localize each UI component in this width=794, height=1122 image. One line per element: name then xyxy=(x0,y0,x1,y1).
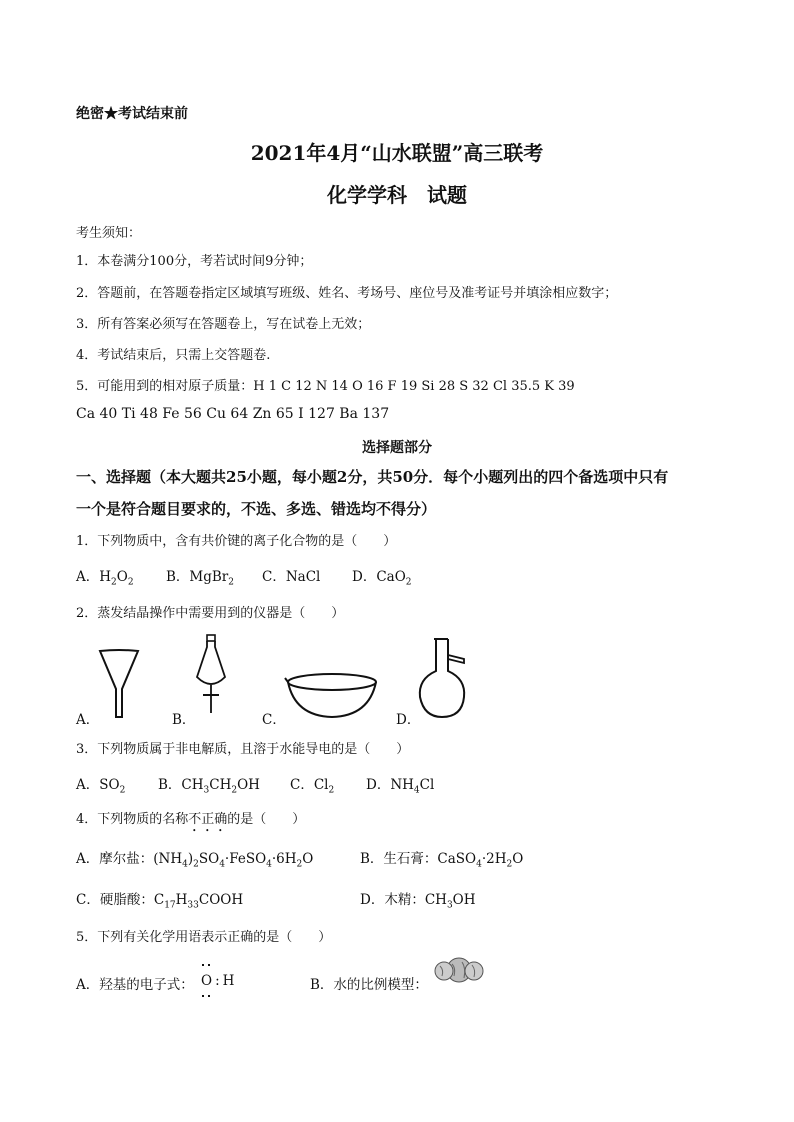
stem-text: 的是（ ） xyxy=(227,812,306,827)
formula-text: CaSO xyxy=(437,851,477,867)
option-label: C． xyxy=(290,777,314,793)
formula-subscript: 2 xyxy=(296,859,303,870)
notice-item: 2．答题前，在答题卷指定区域填写班级、姓名、考场号、座位号及准考证号并填涂相应数字； xyxy=(76,286,618,301)
formula-text: H xyxy=(222,973,235,989)
formula-text: SO xyxy=(99,777,120,793)
electron-pair-dots: : xyxy=(215,973,220,989)
notice-item: Ca 40 Ti 48 Fe 56 Cu 64 Zn 65 I 127 Ba 137 xyxy=(76,406,390,422)
notice-item: 5．可能用到的相对原子质量：H 1 C 12 N 14 O 16 F 19 Si 28 S 32 Cl 35.5 K 39 xyxy=(76,379,575,394)
section-heading-line2: 一个是符合题目要求的，不选、多选、错选均不得分） xyxy=(76,500,437,518)
formula-text: O xyxy=(116,569,128,585)
formula-subscript: 4 xyxy=(182,859,188,870)
question-1-stem: 1．下列物质中，含有共价键的离子化合物的是（ ） xyxy=(76,534,397,549)
electron-dots-icon xyxy=(200,962,216,1000)
formula-text: Cl xyxy=(419,777,435,793)
formula-subscript: 4 xyxy=(266,859,272,870)
formula-text: CaO xyxy=(376,569,406,585)
question-1-option-a xyxy=(76,565,134,588)
option-label: B．生石膏： xyxy=(360,851,438,867)
question-1-option-c xyxy=(262,565,320,585)
option-label: A． xyxy=(76,777,100,793)
formula-text: (NH xyxy=(153,851,183,867)
formula-text: OH xyxy=(237,777,260,793)
formula-subscript: 4 xyxy=(476,859,482,870)
question-3-option-d xyxy=(366,773,434,796)
question-2-option-d: D． xyxy=(396,712,421,728)
question-4-option-a xyxy=(76,847,313,870)
emphasis-text: 不正确 xyxy=(188,812,228,827)
question-3-stem: 3．下列物质属于非电解质，且溶于水能导电的是（ ） xyxy=(76,742,410,757)
formula-text: O xyxy=(302,851,314,867)
formula-subscript: 2 xyxy=(405,577,412,588)
formula-text: ) xyxy=(187,851,194,867)
notice-item: 1．本卷满分100分，考若试时间9分钟； xyxy=(76,254,313,269)
question-5-option-a xyxy=(76,973,194,993)
formula-subscript: 3 xyxy=(446,900,453,911)
question-2-option-c: C． xyxy=(262,712,286,728)
formula-text: Cl xyxy=(313,777,329,793)
notice-heading: 考生须知： xyxy=(76,226,142,241)
formula-text: CH xyxy=(181,777,204,793)
formula-text: COOH xyxy=(198,892,244,908)
option-label: D． xyxy=(352,569,377,585)
funnel-icon xyxy=(98,645,140,720)
formula-subscript: 2 xyxy=(193,859,199,870)
formula-subscript: 2 xyxy=(328,785,335,796)
question-1-option-d xyxy=(352,565,412,588)
question-3-option-b xyxy=(158,773,260,796)
question-5-option-b: B．水的比例模型： xyxy=(310,977,428,993)
formula-text: ·2H xyxy=(481,851,507,867)
formula-text: ·6H xyxy=(271,851,297,867)
option-label: D．木精： xyxy=(360,892,425,908)
option-label: C．硬脂酸： xyxy=(76,892,154,908)
formula-subscript: 3 xyxy=(203,785,210,796)
question-2-option-a: A． xyxy=(76,712,100,728)
formula-text: NH xyxy=(390,777,414,793)
option-label: B． xyxy=(158,777,182,793)
confidential-label: 绝密★考试结束前 xyxy=(76,106,188,122)
formula-text: O xyxy=(201,973,213,989)
formula-text: CH xyxy=(424,892,447,908)
question-1-option-b xyxy=(166,565,234,588)
formula-subscript: 2 xyxy=(506,859,513,870)
separatory-funnel-icon xyxy=(193,633,229,715)
option-label: A．摩尔盐： xyxy=(76,851,154,867)
formula-text: ·FeSO xyxy=(224,851,267,867)
formula-subscript: 4 xyxy=(219,859,225,870)
question-4-option-b xyxy=(360,847,523,870)
section-heading-line1: 一、选择题（本大题共25小题，每小题2分，共50分．每个小题列出的四个备选项中只有 xyxy=(76,468,669,486)
formula-text: C xyxy=(153,892,165,908)
formula-text: MgBr xyxy=(189,569,229,585)
formula-subscript: 17 xyxy=(164,900,176,911)
option-label: A． xyxy=(76,569,100,585)
formula-text: SO xyxy=(198,851,220,867)
question-2-stem: 2．蒸发结晶操作中需要用到的仪器是（ ） xyxy=(76,606,345,621)
distillation-flask-icon xyxy=(414,635,476,720)
question-2-option-b: B． xyxy=(172,712,196,728)
formula-subscript: 2 xyxy=(231,785,238,796)
section-title: 选择题部分 xyxy=(362,440,432,456)
formula-subscript: 33 xyxy=(187,900,199,911)
notice-item: 3．所有答案必须写在答题卷上，写在试卷上无效； xyxy=(76,317,371,332)
formula-text: CH xyxy=(209,777,232,793)
option-label: B． xyxy=(166,569,190,585)
question-5-stem: 5．下列有关化学用语表示正确的是（ ） xyxy=(76,930,332,945)
option-label: A．羟基的电子式： xyxy=(76,977,194,993)
formula-subscript: 2 xyxy=(111,577,117,588)
stem-text: 4．下列物质的名称 xyxy=(76,812,189,827)
option-label: C． xyxy=(262,569,286,585)
formula-subscript: 4 xyxy=(413,785,420,796)
formula-text: O xyxy=(512,851,524,867)
question-4-option-c xyxy=(76,888,243,911)
formula-text: H xyxy=(175,892,188,908)
option-label: D． xyxy=(366,777,391,793)
water-space-filling-model-icon xyxy=(432,954,486,986)
formula-subscript: 2 xyxy=(228,577,234,588)
question-3-option-a xyxy=(76,773,125,796)
formula-text: OH xyxy=(452,892,476,908)
formula-text: NaCl xyxy=(285,569,321,585)
question-4-option-d xyxy=(360,888,476,911)
evaporating-dish-icon xyxy=(285,670,380,720)
notice-item: 4．考试结束后，只需上交答题卷. xyxy=(76,348,271,363)
question-3-option-c xyxy=(290,773,334,796)
formula-text: H xyxy=(99,569,112,585)
question-4-stem xyxy=(76,808,305,835)
formula-subscript: 2 xyxy=(119,785,126,796)
exam-subtitle: 化学学科 试题 xyxy=(327,183,467,207)
formula-subscript: 2 xyxy=(127,577,134,588)
exam-title: 2021年4月“山水联盟”高三联考 xyxy=(250,141,544,165)
